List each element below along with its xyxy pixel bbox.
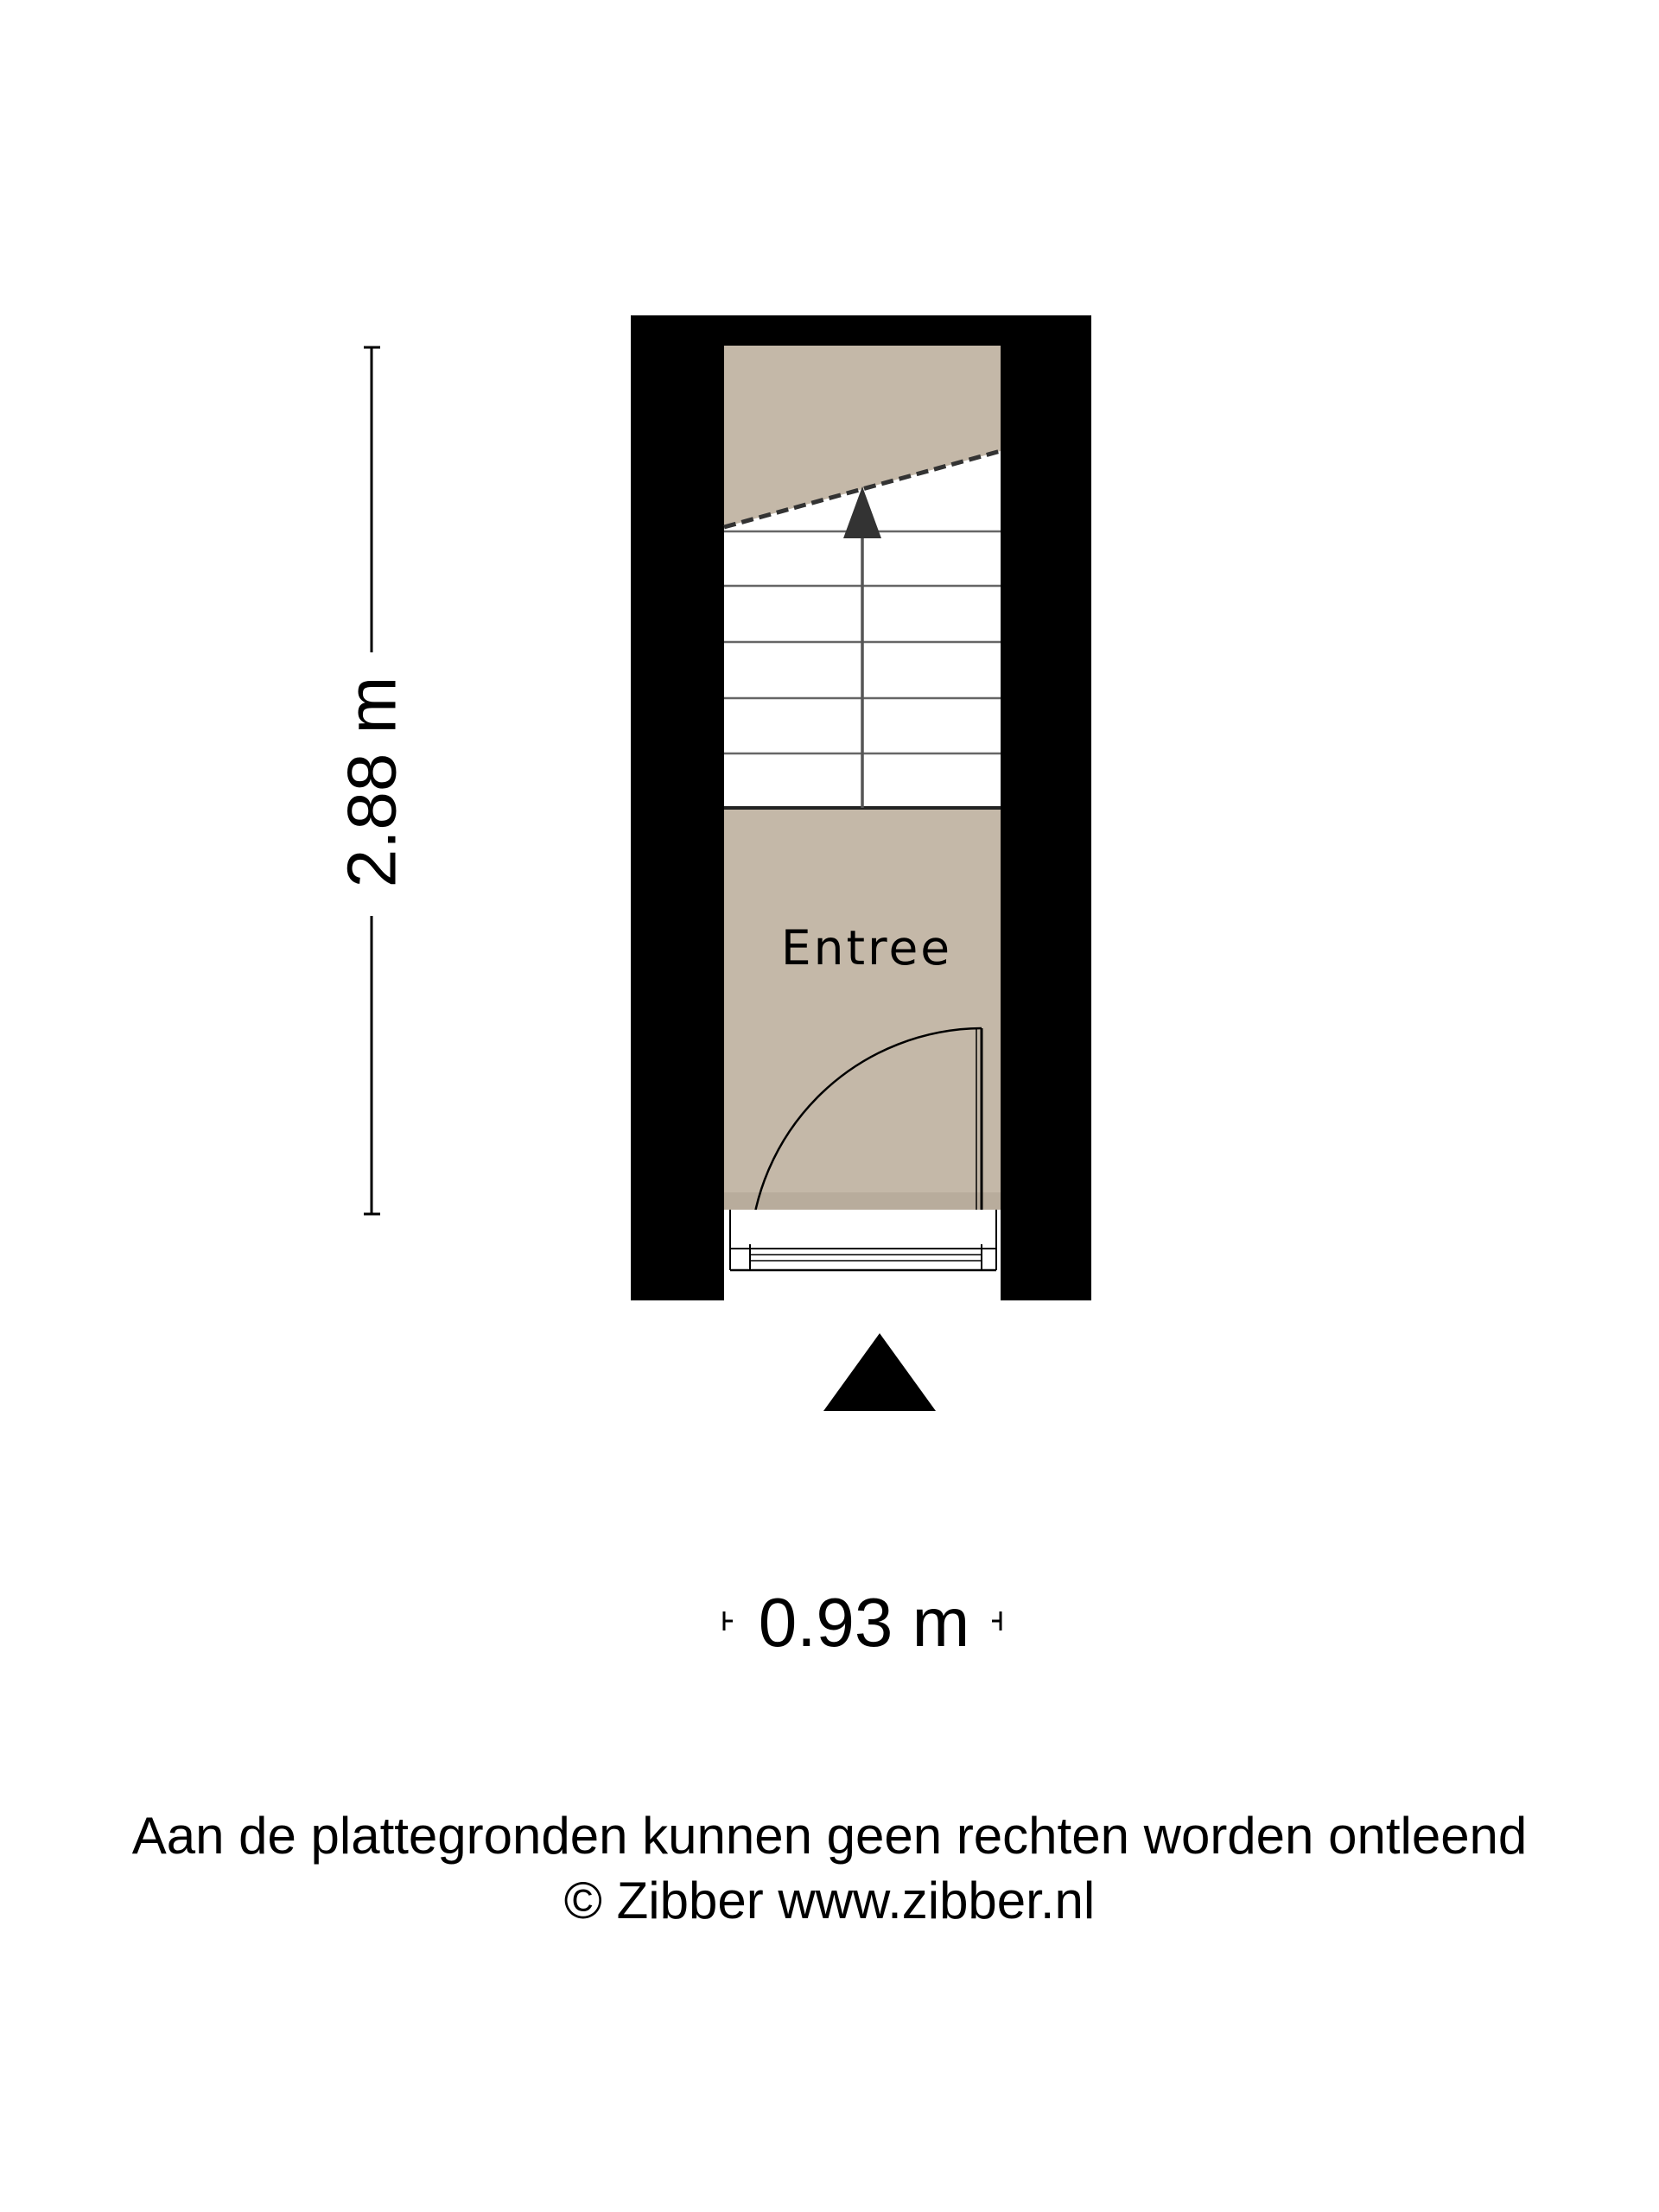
width-label: 0.93 m	[758, 1584, 970, 1661]
width-dimension	[724, 1584, 1001, 1661]
room-label: Entree	[780, 920, 953, 976]
depth-label: 2.88 m	[333, 676, 410, 888]
copyright-text: © Zibber www.zibber.nl	[563, 1872, 1096, 1929]
entrance-marker-icon	[823, 1333, 936, 1411]
right-wall	[1001, 315, 1091, 1300]
top-wall	[631, 315, 1091, 346]
door-opening	[730, 1210, 1001, 1300]
left-wall	[631, 315, 724, 1300]
depth-dimension	[334, 347, 410, 1214]
floor-edge-shadow	[724, 1192, 1001, 1210]
disclaimer-text: Aan de plattegronden kunnen geen rechten worden ontleend	[131, 1807, 1528, 1865]
